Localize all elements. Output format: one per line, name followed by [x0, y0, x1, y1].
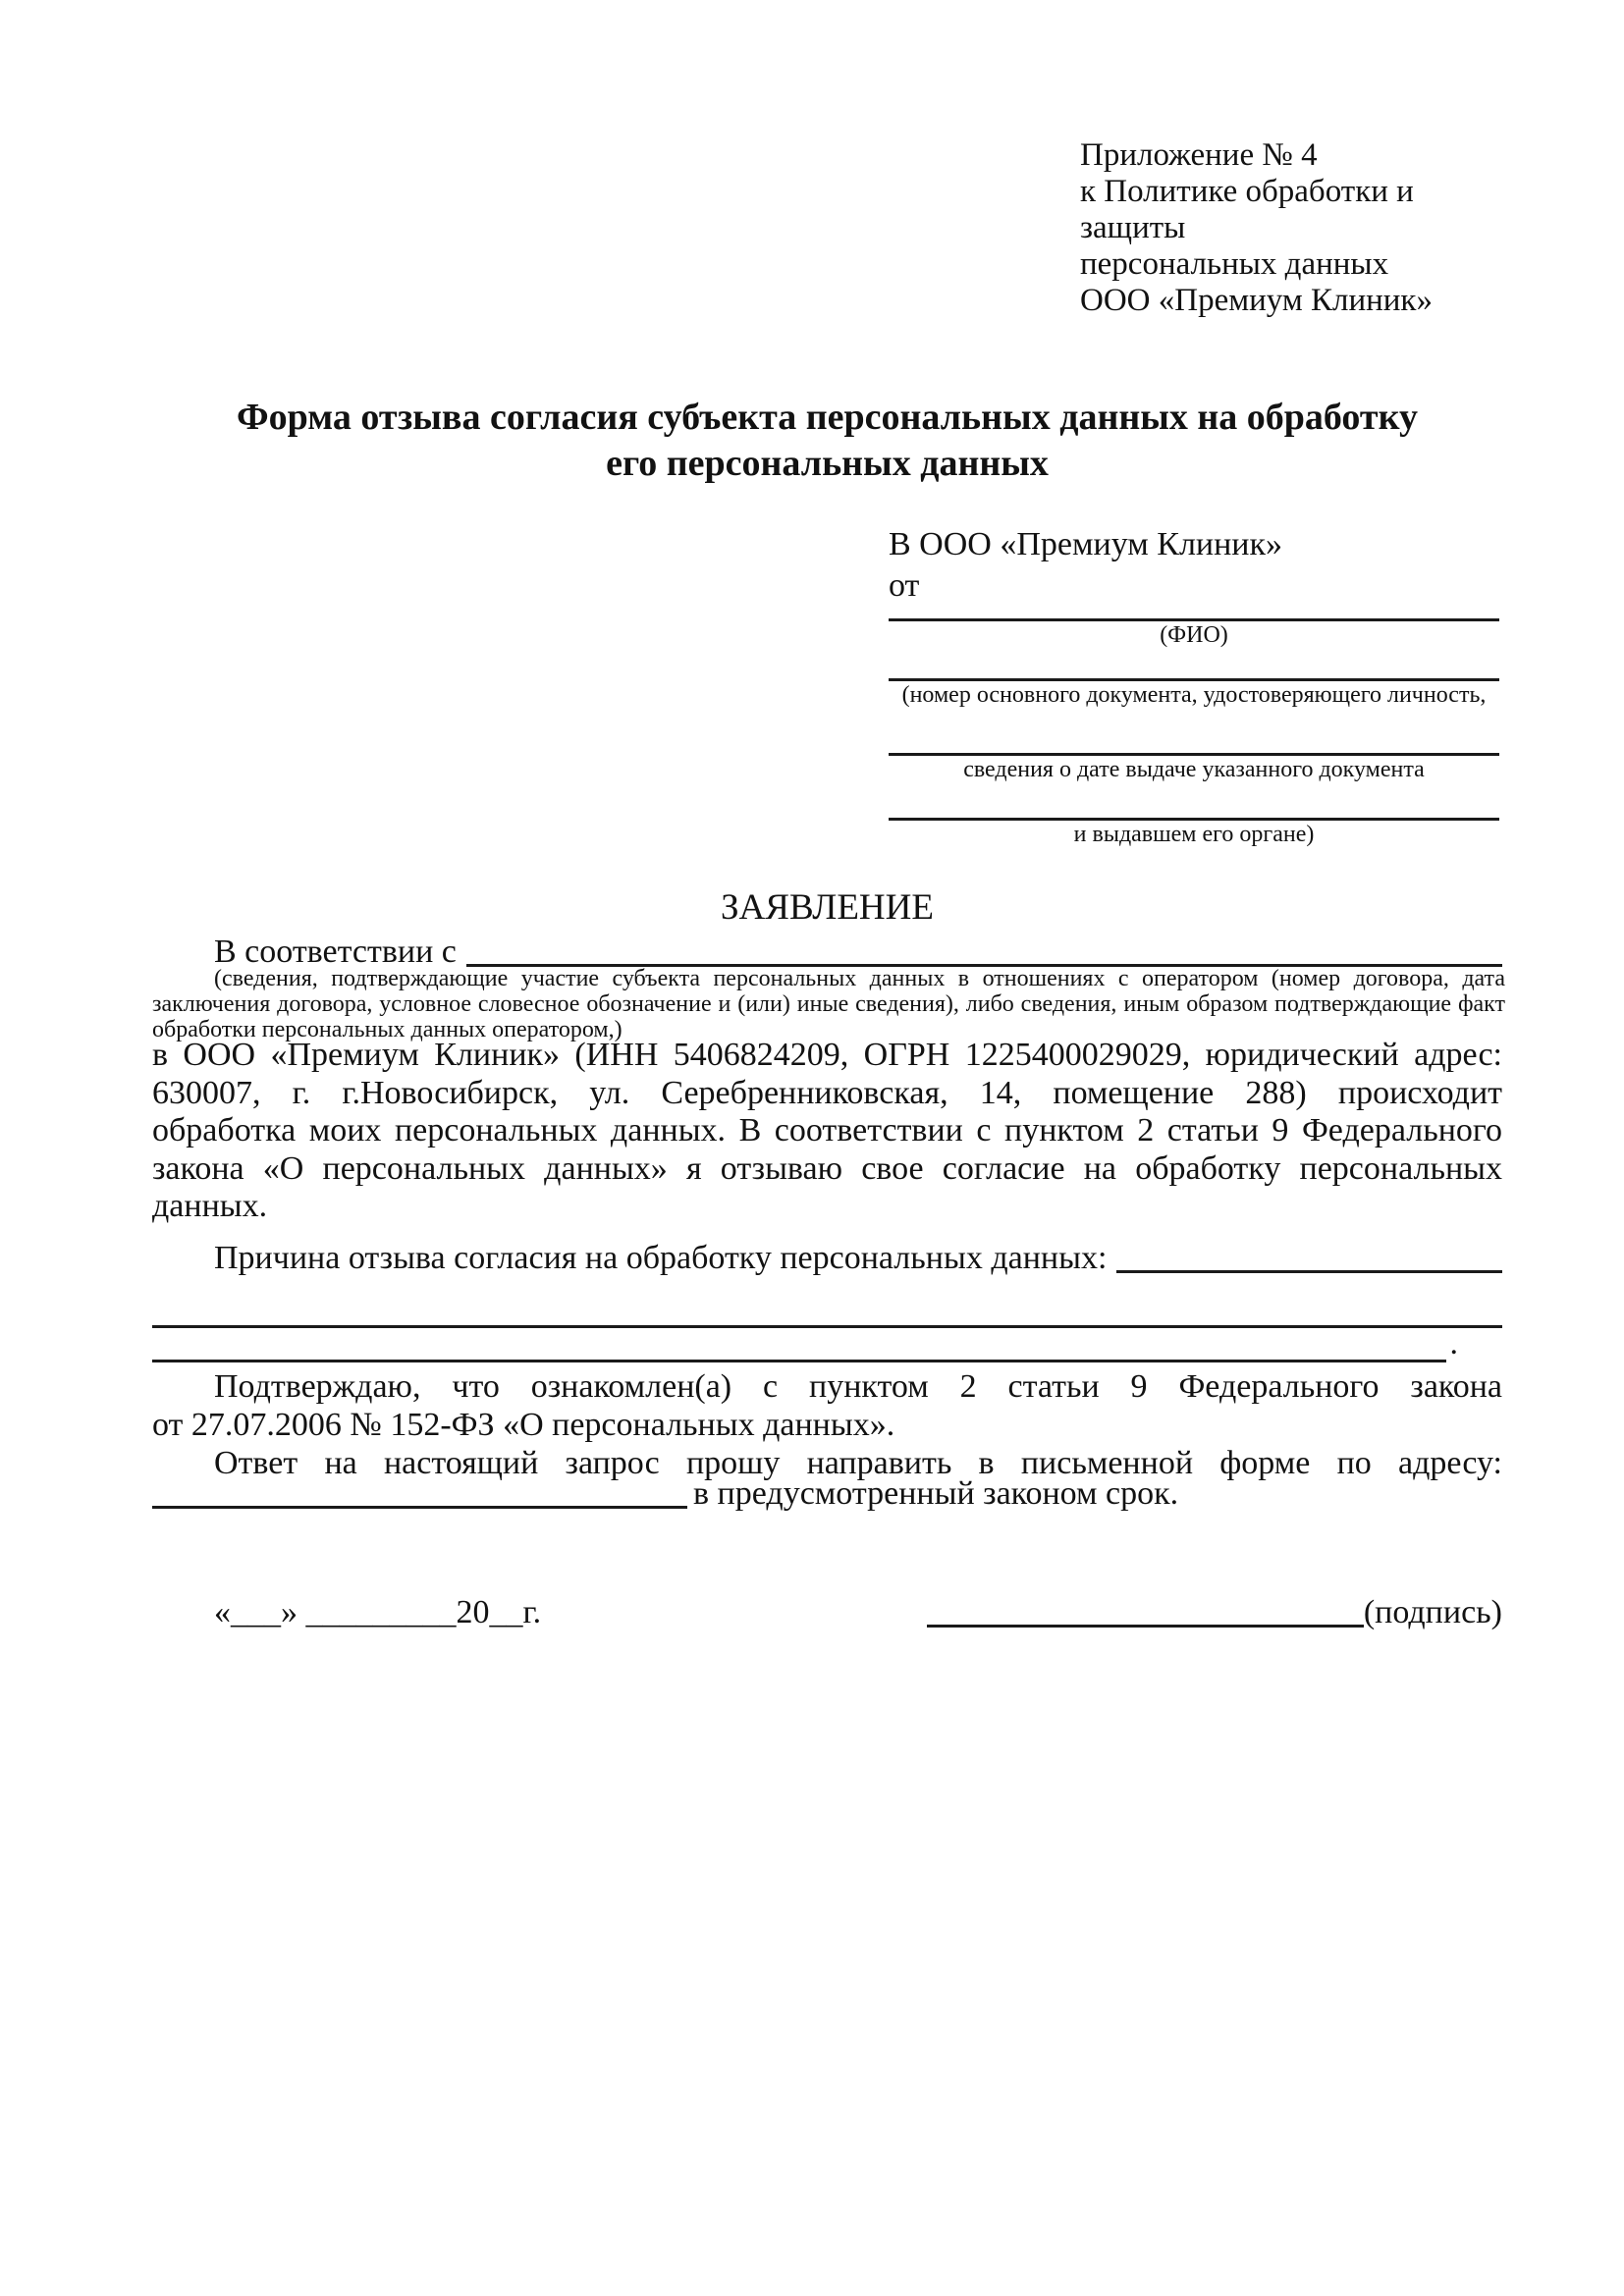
appendix-note-line: персональных данных: [1080, 246, 1389, 282]
reason-blank-terminator: .: [1449, 1325, 1458, 1362]
reason-blank-line: [1116, 1270, 1502, 1273]
basis-label: В соответствии с: [214, 934, 457, 970]
document-title-line: Форма отзыва согласия субъекта персональных данных на обработку: [237, 397, 1418, 438]
document-title-line: его персональных данных: [606, 443, 1049, 484]
reason-blank-line-2: [152, 1288, 1502, 1328]
document-issue-date-blank-line: [889, 709, 1499, 756]
document-issue-date-caption: сведения о дате выдаче указанного документа: [963, 757, 1425, 782]
signature-caption: (подпись): [1363, 1594, 1502, 1630]
fine-print-line: обработки персональных данных оператором,): [152, 1017, 623, 1042]
reason-blank-line-3-row: [152, 1325, 1458, 1362]
reply-address-blank-line: [152, 1506, 687, 1509]
fio-caption: (ФИО): [1160, 622, 1228, 648]
statement-body-line: 630007, г. г.Новосибирск, ул. Серебренниковская, 14, помещение 288) происходит: [152, 1074, 1502, 1111]
basis-fine-print: [152, 966, 1505, 1042]
appendix-note-line: к Политике обработки и защиты: [1080, 174, 1414, 245]
signature-group: [927, 1592, 1502, 1633]
addressee-block: [889, 524, 1499, 848]
statement-heading: ЗАЯВЛЕНИЕ: [721, 887, 934, 928]
statement-body: [152, 1037, 1502, 1226]
confirmation-line: от 27.07.2006 № 152-ФЗ «О персональных данных».: [152, 1406, 895, 1443]
appendix-note-line: ООО «Премиум Клиник»: [1080, 283, 1433, 318]
statement-body-line: данных.: [152, 1188, 268, 1225]
statement-body-line: обработка моих персональных данных. В соответствии с пунктом 2 статьи 9 Федерального: [152, 1112, 1502, 1149]
statement-body-line: закона «О персональных данных» я отзываю свое согласие на обработку персональных: [152, 1149, 1502, 1187]
fine-print-line: заключения договора, условное словесное обозначение и (или) иные сведения), либо сведения, иным образом подтверждающие факт: [152, 991, 1505, 1017]
document-issuer-blank-line: [889, 783, 1499, 821]
appendix-note: [1080, 137, 1512, 319]
document-issuer-caption: и выдавшем его органе): [1073, 822, 1315, 847]
document-number-blank-line: [889, 649, 1499, 681]
document-number-caption: (номер основного документа, удостоверяющего личность,: [901, 682, 1487, 708]
statement-body-line: в ООО «Премиум Клиник» (ИНН 5406824209, ОГРН 1225400029029, юридический адрес:: [152, 1037, 1502, 1073]
appendix-note-line: Приложение № 4: [1080, 137, 1318, 173]
document-title: [152, 395, 1502, 487]
reason-row: [152, 1239, 1502, 1278]
reason-blank-line-3: [152, 1360, 1446, 1362]
confirmation-paragraph: [152, 1368, 1502, 1444]
date-blank: «___» _________20__г.: [214, 1594, 542, 1630]
confirmation-line: Подтверждаю, что ознакомлен(а) с пунктом 2 статьи 9 Федерального закона: [214, 1368, 1502, 1405]
addressee-to: В ООО «Премиум Клиник»: [889, 526, 1283, 562]
reply-request-line: Ответ на настоящий запрос прошу направить в письменной форме по адресу:: [214, 1445, 1502, 1481]
reply-tail-text: в предусмотренный законом срок.: [693, 1475, 1179, 1512]
addressee-from: от: [889, 567, 920, 604]
fio-blank-line: [889, 607, 1499, 621]
fine-print-line: (сведения, подтверждающие участие субъекта персональных данных в отношениях с оператором (номер договора, дата: [214, 966, 1505, 991]
date-signature-row: [152, 1592, 1502, 1633]
reply-address-row: [152, 1474, 1502, 1514]
reason-label: Причина отзыва согласия на обработку персональных данных:: [214, 1240, 1108, 1276]
signature-blank-line: [927, 1625, 1364, 1628]
